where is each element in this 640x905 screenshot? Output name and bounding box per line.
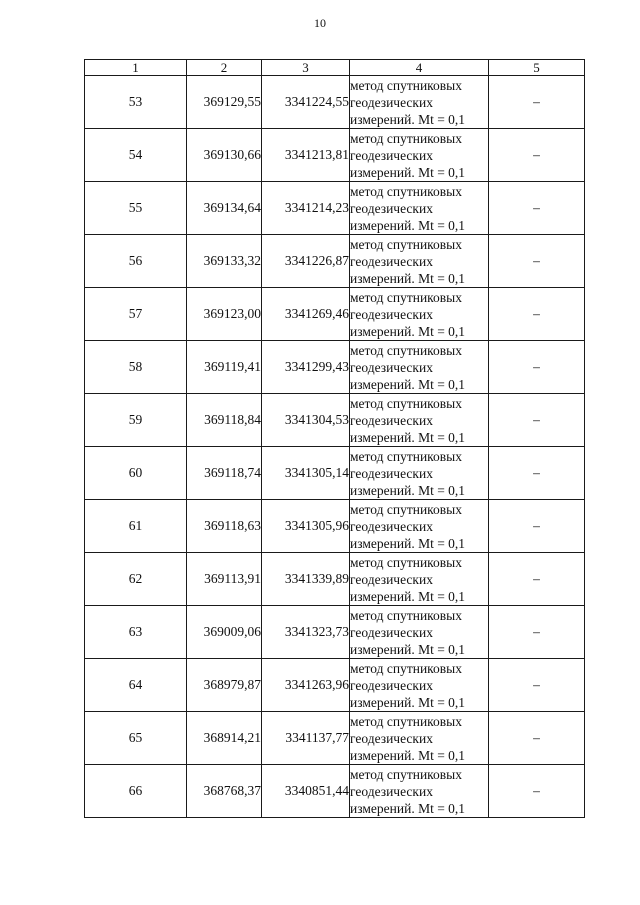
y-coordinate-cell: 3341299,43 [262, 341, 350, 394]
method-cell [350, 500, 489, 553]
point-number-cell: 62 [85, 553, 187, 606]
table-row [85, 765, 585, 818]
method-line: измерений. Mt = 0,1 [350, 641, 466, 657]
method-line: измерений. Mt = 0,1 [350, 217, 466, 233]
note-cell: – [489, 341, 585, 394]
x-coordinate-cell: 369134,64 [187, 182, 262, 235]
method-line: метод спутниковых [350, 766, 462, 782]
method-cell [350, 606, 489, 659]
table-row [85, 394, 585, 447]
point-number-cell: 54 [85, 129, 187, 182]
point-number-cell: 58 [85, 341, 187, 394]
column-header-5: 5 [489, 60, 585, 76]
method-line: метод спутниковых [350, 501, 462, 517]
method-line: измерений. Mt = 0,1 [350, 323, 466, 339]
point-number-cell: 56 [85, 235, 187, 288]
method-cell [350, 394, 489, 447]
method-line: метод спутниковых [350, 236, 462, 252]
method-cell [350, 182, 489, 235]
method-cell [350, 447, 489, 500]
point-number-cell: 66 [85, 765, 187, 818]
x-coordinate-cell: 368914,21 [187, 712, 262, 765]
note-cell: – [489, 606, 585, 659]
table-row [85, 182, 585, 235]
column-header-2: 2 [187, 60, 262, 76]
method-line: метод спутниковых [350, 448, 462, 464]
x-coordinate-cell: 369123,00 [187, 288, 262, 341]
x-coordinate-cell: 369009,06 [187, 606, 262, 659]
method-cell [350, 765, 489, 818]
method-line: измерений. Mt = 0,1 [350, 164, 466, 180]
method-line: геодезических [350, 359, 433, 375]
method-line: метод спутниковых [350, 554, 462, 570]
x-coordinate-cell: 369113,91 [187, 553, 262, 606]
table-body [85, 76, 585, 818]
method-cell [350, 341, 489, 394]
coordinates-table [84, 59, 585, 818]
note-cell: – [489, 129, 585, 182]
method-line: измерений. Mt = 0,1 [350, 270, 466, 286]
method-line: измерений. Mt = 0,1 [350, 694, 466, 710]
point-number-cell: 61 [85, 500, 187, 553]
method-line: метод спутниковых [350, 77, 462, 93]
table-row [85, 712, 585, 765]
point-number-cell: 63 [85, 606, 187, 659]
note-cell: – [489, 76, 585, 129]
column-header-1: 1 [85, 60, 187, 76]
x-coordinate-cell: 369119,41 [187, 341, 262, 394]
table-row [85, 447, 585, 500]
method-line: геодезических [350, 518, 433, 534]
table-row [85, 500, 585, 553]
method-line: геодезических [350, 624, 433, 640]
note-cell: – [489, 765, 585, 818]
y-coordinate-cell: 3341305,96 [262, 500, 350, 553]
note-cell: – [489, 659, 585, 712]
method-line: геодезических [350, 306, 433, 322]
table-header-row [85, 60, 585, 76]
method-line: измерений. Mt = 0,1 [350, 535, 466, 551]
y-coordinate-cell: 3340851,44 [262, 765, 350, 818]
page-number: 10 [314, 16, 326, 30]
table-row [85, 129, 585, 182]
y-coordinate-cell: 3341269,46 [262, 288, 350, 341]
method-line: геодезических [350, 412, 433, 428]
point-number-cell: 53 [85, 76, 187, 129]
method-cell [350, 235, 489, 288]
method-line: геодезических [350, 783, 433, 799]
method-line: метод спутниковых [350, 130, 462, 146]
y-coordinate-cell: 3341213,81 [262, 129, 350, 182]
method-line: геодезических [350, 253, 433, 269]
x-coordinate-cell: 369133,32 [187, 235, 262, 288]
note-cell: – [489, 447, 585, 500]
method-line: геодезических [350, 147, 433, 163]
x-coordinate-cell: 369118,63 [187, 500, 262, 553]
method-line: измерений. Mt = 0,1 [350, 747, 466, 763]
point-number-cell: 59 [85, 394, 187, 447]
method-line: геодезических [350, 94, 433, 110]
y-coordinate-cell: 3341224,55 [262, 76, 350, 129]
method-line: метод спутниковых [350, 183, 462, 199]
method-line: метод спутниковых [350, 395, 462, 411]
y-coordinate-cell: 3341304,53 [262, 394, 350, 447]
table-row [85, 606, 585, 659]
method-cell [350, 288, 489, 341]
table-row [85, 659, 585, 712]
method-cell [350, 712, 489, 765]
table-row [85, 288, 585, 341]
x-coordinate-cell: 369129,55 [187, 76, 262, 129]
note-cell: – [489, 235, 585, 288]
x-coordinate-cell: 369130,66 [187, 129, 262, 182]
method-line: метод спутниковых [350, 289, 462, 305]
method-line: измерений. Mt = 0,1 [350, 588, 466, 604]
point-number-cell: 65 [85, 712, 187, 765]
method-line: метод спутниковых [350, 660, 462, 676]
y-coordinate-cell: 3341137,77 [262, 712, 350, 765]
method-line: измерений. Mt = 0,1 [350, 482, 466, 498]
note-cell: – [489, 394, 585, 447]
method-line: измерений. Mt = 0,1 [350, 800, 466, 816]
x-coordinate-cell: 369118,74 [187, 447, 262, 500]
table-row [85, 553, 585, 606]
note-cell: – [489, 500, 585, 553]
y-coordinate-cell: 3341339,89 [262, 553, 350, 606]
method-cell [350, 659, 489, 712]
table-row [85, 235, 585, 288]
x-coordinate-cell: 368979,87 [187, 659, 262, 712]
method-line: геодезических [350, 730, 433, 746]
y-coordinate-cell: 3341305,14 [262, 447, 350, 500]
method-line: измерений. Mt = 0,1 [350, 429, 466, 445]
method-line: геодезических [350, 465, 433, 481]
y-coordinate-cell: 3341323,73 [262, 606, 350, 659]
method-cell [350, 76, 489, 129]
column-header-4: 4 [350, 60, 489, 76]
method-cell [350, 129, 489, 182]
note-cell: – [489, 182, 585, 235]
method-line: геодезических [350, 677, 433, 693]
y-coordinate-cell: 3341214,23 [262, 182, 350, 235]
method-line: метод спутниковых [350, 713, 462, 729]
y-coordinate-cell: 3341263,96 [262, 659, 350, 712]
x-coordinate-cell: 368768,37 [187, 765, 262, 818]
table-row [85, 341, 585, 394]
method-line: измерений. Mt = 0,1 [350, 111, 466, 127]
y-coordinate-cell: 3341226,87 [262, 235, 350, 288]
x-coordinate-cell: 369118,84 [187, 394, 262, 447]
method-line: геодезических [350, 200, 433, 216]
method-cell [350, 553, 489, 606]
point-number-cell: 64 [85, 659, 187, 712]
method-line: метод спутниковых [350, 342, 462, 358]
note-cell: – [489, 288, 585, 341]
method-line: метод спутниковых [350, 607, 462, 623]
point-number-cell: 60 [85, 447, 187, 500]
point-number-cell: 57 [85, 288, 187, 341]
table-row [85, 76, 585, 129]
note-cell: – [489, 553, 585, 606]
column-header-3: 3 [262, 60, 350, 76]
note-cell: – [489, 712, 585, 765]
method-line: измерений. Mt = 0,1 [350, 376, 466, 392]
point-number-cell: 55 [85, 182, 187, 235]
method-line: геодезических [350, 571, 433, 587]
